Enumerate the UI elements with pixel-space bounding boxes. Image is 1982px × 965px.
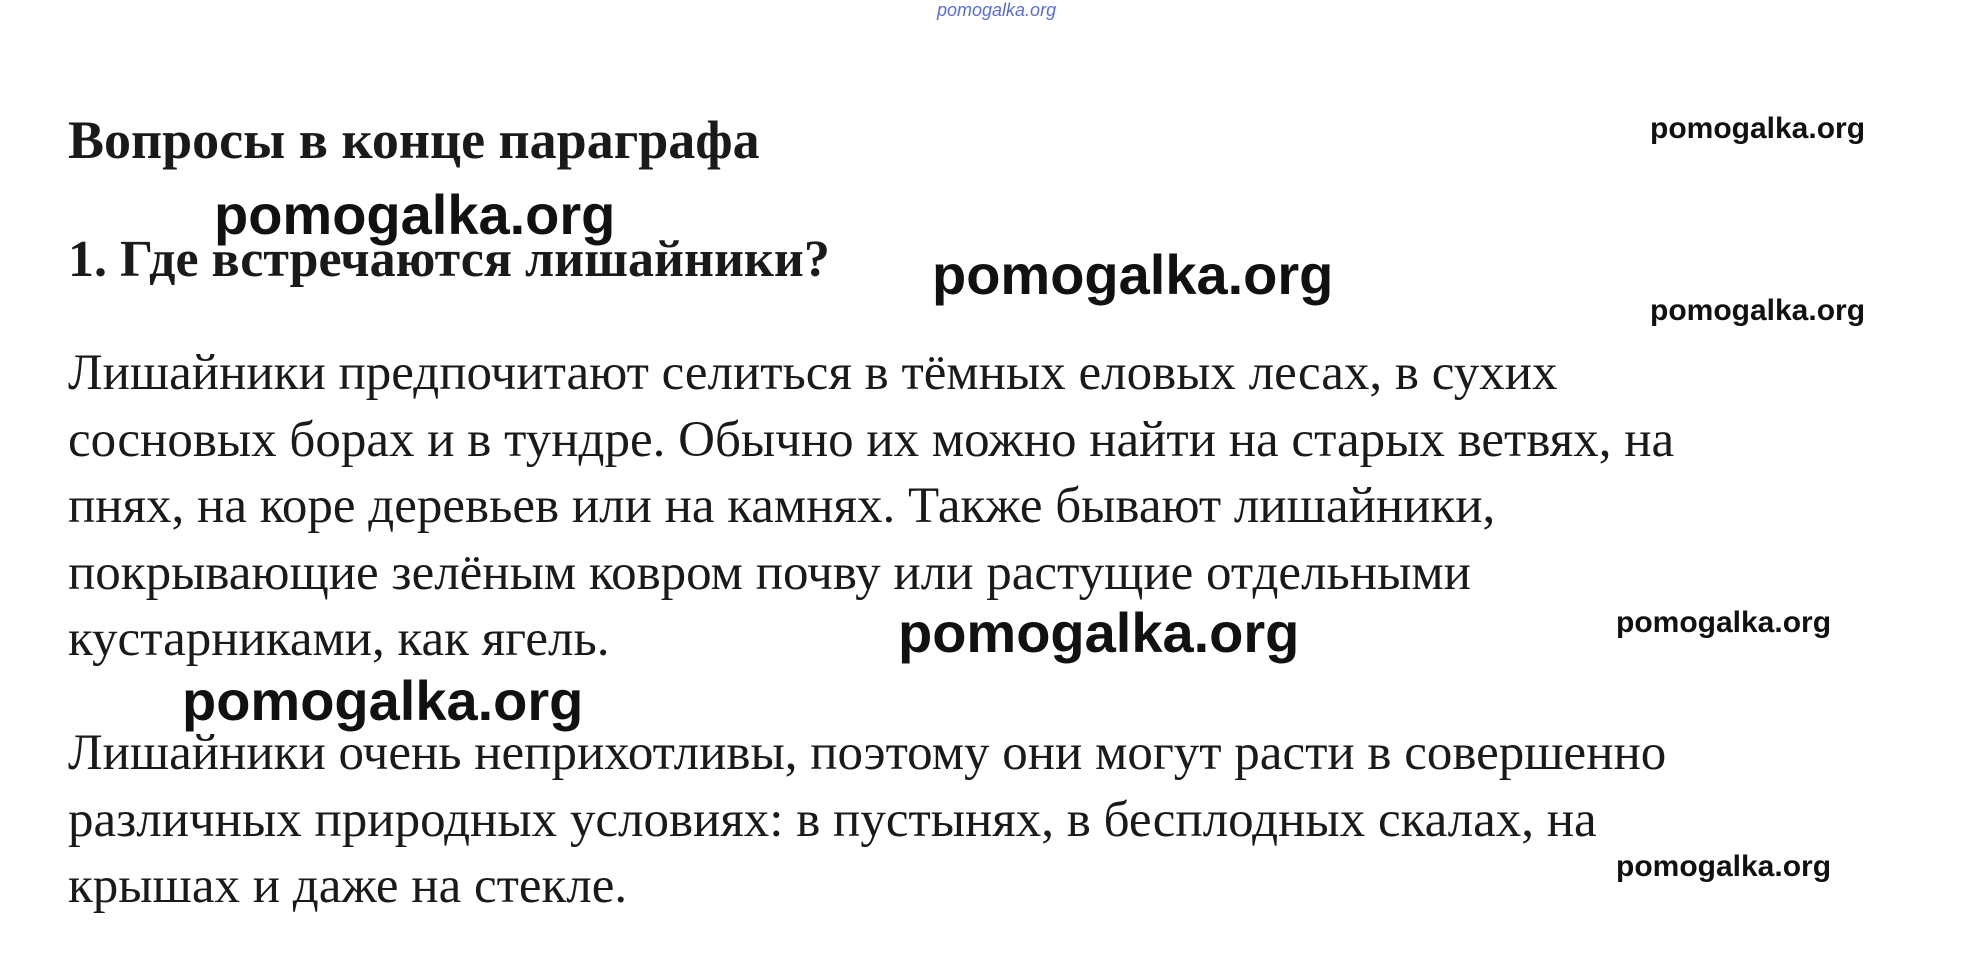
watermark: pomogalka.org	[898, 601, 1300, 664]
watermark: pomogalka.org	[1616, 850, 1832, 883]
paragraph-line: кустарниками, как ягель.	[68, 611, 610, 667]
paragraph-line: Лишайники очень неприхотливы, поэтому они могут расти в совершенно	[68, 725, 1667, 781]
page-title: Вопросы в конце параграфа	[68, 110, 760, 170]
paragraph-line: сосновых борах и в тундре. Обычно их можно найти на старых ветвях, на	[68, 411, 1675, 468]
paragraph-line: Лишайники предпочитают селиться в тёмных еловых лесах, в сухих	[68, 345, 1558, 401]
watermark: pomogalka.org	[214, 183, 616, 246]
paragraph-line: покрывающие зелёным ковром почву или растущие отдельными	[68, 544, 1471, 601]
paragraph-line: пнях, на коре деревьев или на камнях. Также бывают лишайники,	[68, 478, 1496, 534]
watermark: pomogalka.org	[1616, 606, 1832, 639]
answer-paragraph-2	[68, 720, 1948, 920]
paragraph-line: различных природных условиях: в пустынях, в бесплодных скалах, на	[68, 791, 1597, 848]
question-heading: 1. Где встречаются лишайники?	[68, 231, 830, 288]
watermark: pomogalka.org	[182, 669, 584, 732]
watermark: pomogalka.org	[1650, 294, 1866, 327]
paragraph-line: крышах и даже на стекле.	[68, 858, 628, 914]
answer-paragraph-1	[68, 340, 1948, 673]
watermark: pomogalka.org	[1650, 112, 1866, 145]
watermark-header: pomogalka.org	[937, 0, 1057, 20]
watermark: pomogalka.org	[932, 243, 1334, 306]
